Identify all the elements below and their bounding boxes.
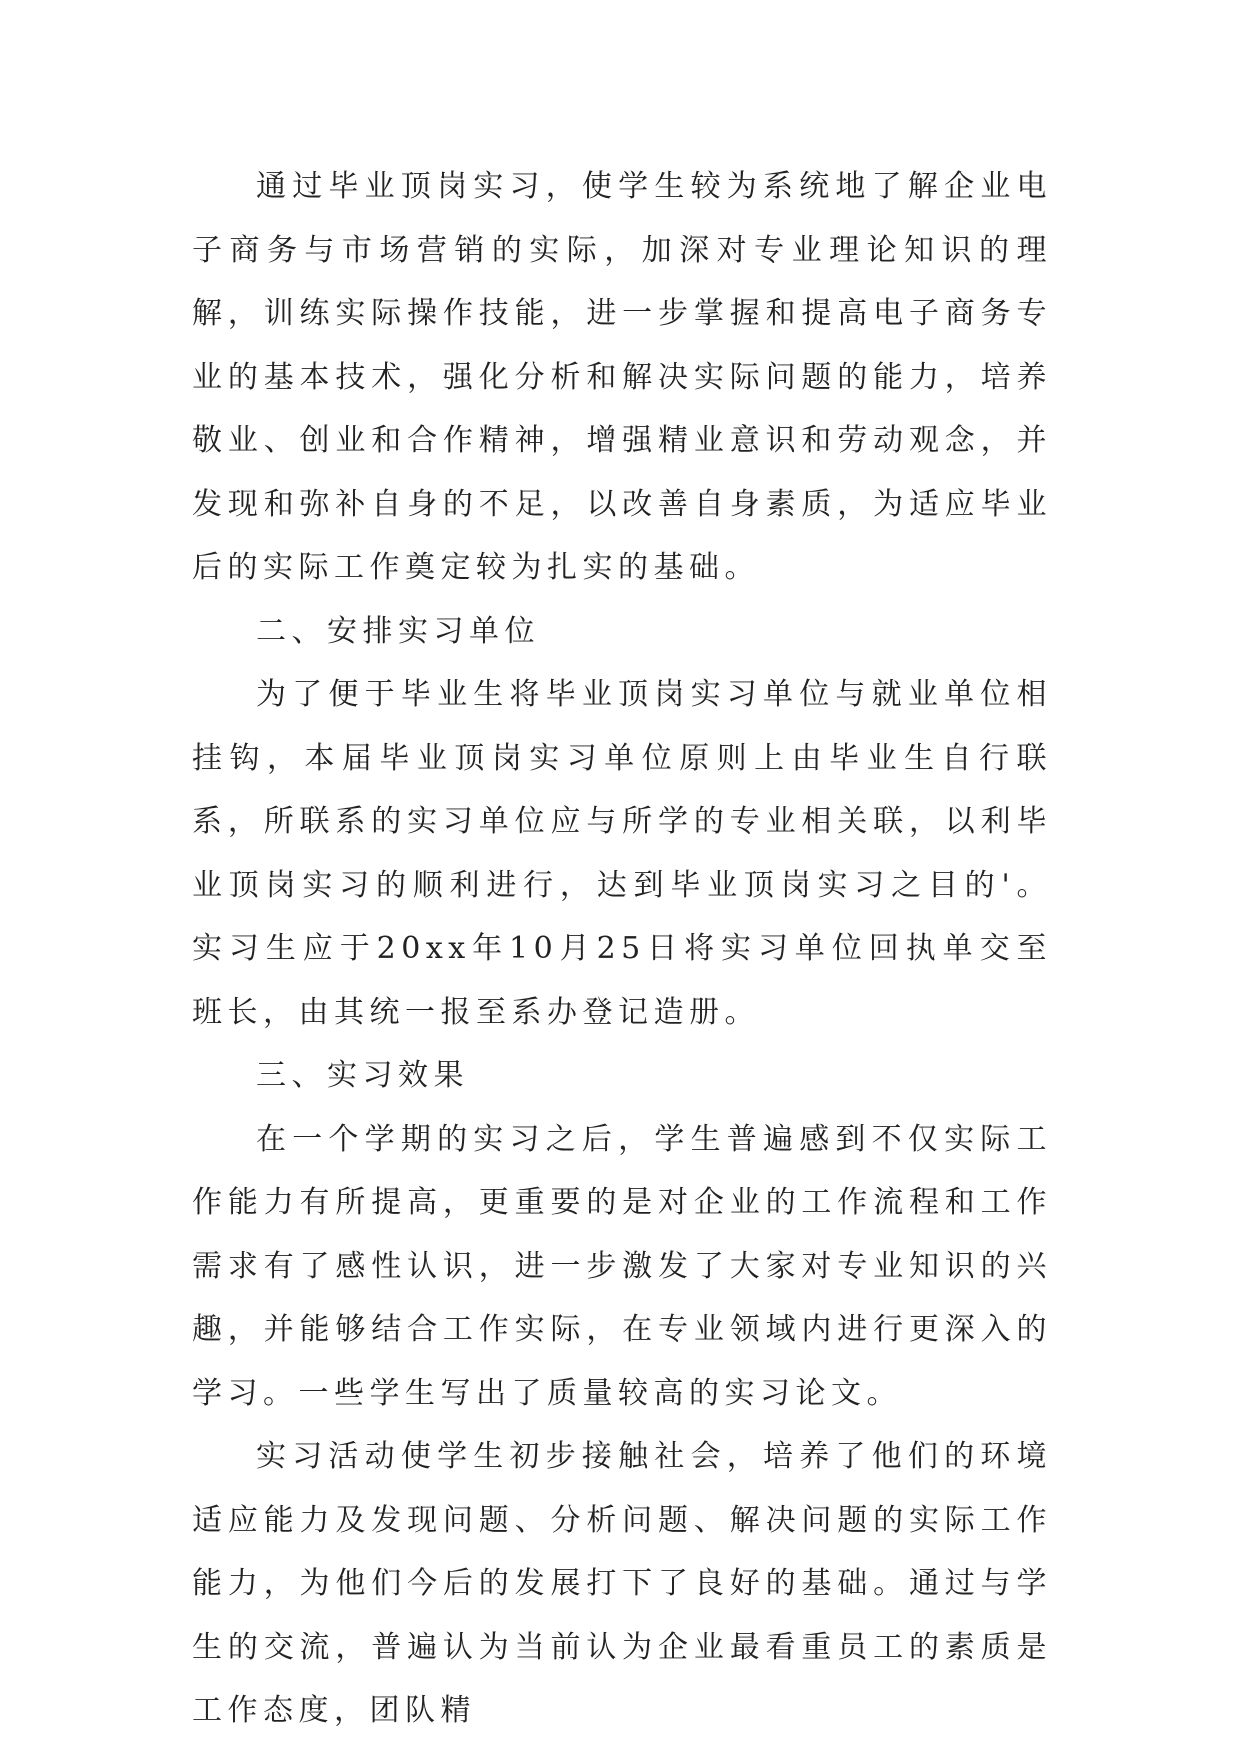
paragraph-objectives: 通过毕业顶岗实习，使学生较为系统地了解企业电子商务与市场营销的实际，加深对专业理论知识的理解，训练实际操作技能，进一步掌握和提高电子商务专业的基本技术，强化分析和解决实际问题的能力，培养敬业、创业和合作精神，增强精业意识和劳动观念，并发现和弥补自身的不足，以改善自身素质，为适应毕业后的实际工作奠定较为扎实的基础。: [192, 169, 1052, 585]
document-body: [192, 155, 1052, 1743]
paragraph-activities: 实习活动使学生初步接触社会，培养了他们的环境适应能力及发现问题、分析问题、解决问题的实际工作能力，为他们今后的发展打下了良好的基础。通过与学生的交流，普遍认为当前认为企业最看重员工的素质是工作态度，团队精: [192, 1439, 1052, 1728]
section-heading-results: 三、实习效果: [256, 1058, 469, 1093]
paragraph-arrange-units: 为了便于毕业生将毕业顶岗实习单位与就业单位相挂钩，本届毕业顶岗实习单位原则上由毕业生自行联系，所联系的实习单位应与所学的专业相关联，以利毕业顶岗实习的顺利进行，达到毕业顶岗实习之目的'。实习生应于20xx年10月25日将实习单位回执单交至班长，由其统一报至系办登记造册。: [192, 677, 1052, 1030]
section-heading-arrange-units: 二、安排实习单位: [256, 613, 540, 649]
paragraph-results: 在一个学期的实习之后，学生普遍感到不仅实际工作能力有所提高，更重要的是对企业的工作流程和工作需求有了感性认识，进一步激发了大家对专业知识的兴趣，并能够结合工作实际，在专业领域内进行更深入的学习。一些学生写出了质量较高的实习论文。: [192, 1121, 1052, 1411]
